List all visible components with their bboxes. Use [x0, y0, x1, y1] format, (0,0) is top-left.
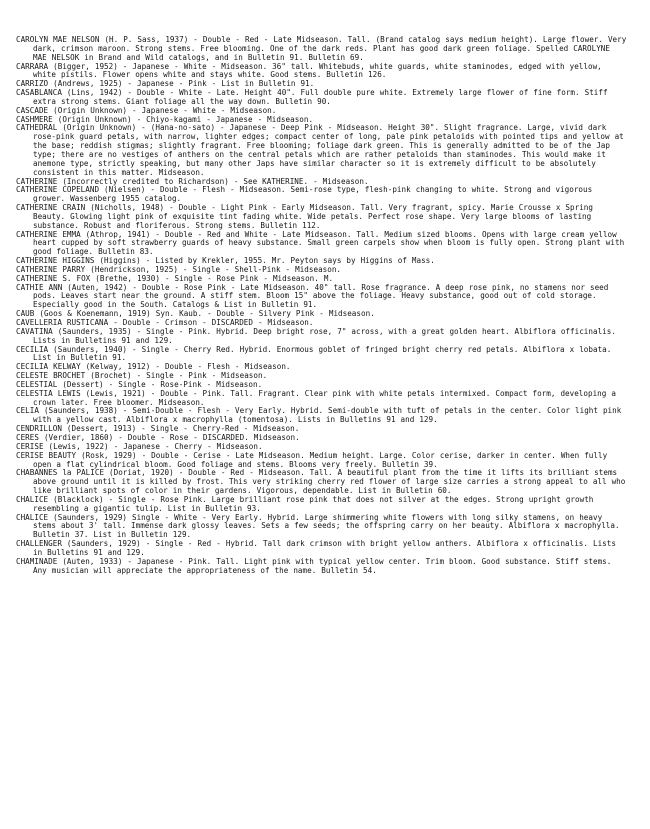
entry-celia: CELIA (Saunders, 1938) - Semi-Double - Flesh - Very Early. Hybrid. Semi-double with tuft of petals in the center. Color light pink with a yellow cast. Albiflora x macrophylla (tomentosa). Lists in Bulletins 91 and 129.	[16, 406, 622, 425]
entry-catherine: CATHERINE (Incorrectly credited to Richardson) - See KATHERINE. - Midseason.	[16, 176, 369, 186]
entry-chabannes-la-palice: CHABANNES la PALICE (Doriat, 1920) - Double - Red - Midseason. Tall. A beautiful plant from the time it lifts its brilliant stems above ground until it is killed by frost. This very striking cherry red flower of large size carries a strong appeal to all who like brilliant spots of color in their gardens. Vigorous, dependable. List in Bulletin 60.	[16, 468, 626, 496]
entry-catherine-copeland: CATHERINE COPELAND (Nielsen) - Double - Flesh - Midseason. Semi-rose type, flesh-pink changing to white. Strong and vigorous grower. Wassenberg 1955 catalog.	[16, 185, 593, 204]
entry-catherine-parry: CATHERINE PARRY (Hendrickson, 1925) - Single - Shell-Pink - Midseason.	[16, 264, 342, 274]
entry-celeste-brochet: CELESTE BROCHET (Brochet) - Single - Pink - Midseason.	[16, 371, 268, 381]
entry-cerise: CERISE (Lewis, 1922) - Japanese - Cherry - Midseason.	[16, 441, 263, 451]
entry-cavelleria-rusticana: CAVELLERIA RUSTICANA - Double - Crimson - DISCARDED - Midseason.	[16, 318, 314, 327]
entry-ceres: CERES (Verdier, 1860) - Double - Rose - DISCARDED. Midseason.	[16, 432, 300, 442]
entry-chalice-saunders: CHALICE (Saunders, 1929) Single - White - Very Early. Hybrid. Large shimmering white flowers with long silky stamens, on heavy stems about 3' tall. Immense dark glossy leaves. Sets a few seeds; the offspring carry on her beauty. Albiflora x macrophylla. Bulletin 37. List in Bulletin 129.	[16, 512, 620, 540]
entry-cathie-ann: CATHIE ANN (Auten, 1942) - Double - Rose Pink - Late Midseason. 40" tall. Rose fragrance. A deep rose pink, no stamens nor seed pods. Leaves start near the ground. A stiff stem. Bloom 15" above the foliage. Heavy substance, good out of cold storage. Especially good in the South. Catalogs & List in Bulletin 91.	[16, 282, 609, 310]
entry-carolyn-mae-nelson: CAROLYN MAE NELSON (H. P. Sass, 1937) - Double - Red - Late Midseason. Tall. (Brand catalog says medium height). Large flower. Very dark, crimson maroon. Strong stems. Free blooming. One of the dark reds. Plant has good dark green foliage. Spelled CAROLYNE MAE NELSOK in Brand and Wild catalogs, and in Bulletin 91. Bulletin 69.	[16, 35, 627, 62]
entry-chalice-blacklock: CHALICE (Blacklock) - Single - Rose Pink. Large brilliant rose pink that does not silver at the edges. Strong upright growth resembling a gigantic tulip. List in Bulletin 93.	[16, 494, 594, 513]
entry-cashmere: CASHMERE (Origin Unknown) - Chiyo-kagami - Japanese - Midseason.	[16, 114, 314, 124]
entry-cerise-beauty: CERISE BEAUTY (Rosk, 1929) - Double - Cerise - Late Midseason. Medium height. Large. Color cerise, darker in center. When fully open a flat cylindrical bloom. Good foliage and stems. Blooms very freely. Bulletin 39.	[16, 450, 608, 469]
entry-carrizo: CARRIZO (Andrews, 1925) - Japanese - Pink - List in Bulletin 91.	[16, 79, 315, 89]
entry-cavatina: CAVATINA (Saunders, 1935) - Single - Pink. Hybrid. Deep bright rose, 7" across, with a great golden heart. Albiflora officinalis. Lists in Bulletins 91 and 129.	[16, 326, 616, 345]
entry-cascade: CASCADE (Origin Unknown) - Japanese - White - Midseason.	[16, 105, 277, 115]
entry-celestia-lewis: CELESTIA LEWIS (Lewis, 1921) - Double - Pink. Tall. Fragrant. Clear pink with white petals intermixed. Compact form, developing a crown later. Free bloomer. Midseason.	[16, 388, 616, 407]
entry-catherine-s-fox: CATHERINE S. FOX (Brethe, 1930) - Single - Rose Pink - Midseason. M.	[16, 273, 334, 283]
entry-carrara: CARRARA (Bigger, 1952) - Japanese - White - Midseason. 36" tall. Whitebuds, white guards, white staminodes, edged with yellow, white pistils. Flower opens white and stays white. Good stems. Bulletin 126.	[16, 61, 602, 80]
entry-casablanca: CASABLANCA (Lins, 1942) - Double - White - Late. Height 40". Full double pure white. Extremely large flower of fine form. Stiff extra strong stems. Giant foliage all the way down. Bulletin 90.	[16, 88, 608, 106]
entry-catherine-crain: CATHERINE CRAIN (Nicholls, 1948) - Double - Light Pink - Early Midseason. Tall. Very fragrant, spicy. Marie Crousse x Spring Beauty. Glowing light pink of exquisite tint fading white. Wide petals. Perfect rose shape. Very large blooms of lasting substance. Robust and floriferous. Strong stems. Bulletin 112.	[16, 203, 593, 230]
entry-catherine-higgins: CATHERINE HIGGINS (Higgins) - Listed by Krekler, 1955. Mr. Peyton says by Higgins of Mass.	[16, 256, 435, 266]
entry-chaminade: CHAMINADE (Auten, 1933) - Japanese - Pink. Tall. Light pink with typical yellow center. Trim bloom. Good substance. Stiff stems. Any musician will appreciate the appropriateness of the name. Bulletin 54.	[16, 556, 612, 575]
entry-caub: CAUB (Goos & Koenemann, 1919) Syn. Kaub. - Double - Silvery Pink - Midseason.	[16, 309, 375, 319]
entry-cecilia: CECILIA (Saunders, 1940) - Single - Cherry Red. Hybrid. Enormous goblet of fringed bright cherry red petals. Albiflora x lobata. List in Bulletin 91.	[16, 344, 612, 363]
entry-challenger: CHALLENGER (Saunders, 1929) - Single - Red - Hybrid. Tall dark crimson with bright yellow anthers. Albiflora x officinalis. Lists in Bulletins 91 and 129.	[16, 539, 616, 557]
entry-celestial: CELESTIAL (Dessert) - Single - Rose-Pink - Midseason.	[16, 379, 263, 389]
entry-cathedral: CATHEDRAL (Origin Unknown) - (Hana-no-sato) - Japanese - Deep Pink - Midseason. Height 30". Slight fragrance. Large, vivid dark rose-pink guard petals, with narrow, lighter edges; compact center of long, pale pink petaloids with pointed tips and yellow at the base; reddish stigmas; slightly fragrant. Free blooming; foliage dark green. This is generally admitted to be of the Jap type; there are no vestiges of anthers on the central petals which are rather petaloids than staminodes. This would make it anemone type, strictly speaking, but many other Japs have similar character so it is extremely difficult to be absolutely consistent in this matter. Midseason.	[16, 123, 624, 177]
entry-cecilia-kelway: CECILIA KELWAY (Kelway, 1912) - Double - Flesh - Midseason.	[16, 362, 291, 372]
entry-catherine-emma: CATHERINE EMMA (Athrop, 1941) - Double - Red and White - Late Midseason. Tall. Medium sized blooms. Opens with large cream yellow heart cupped by soft strawberry guards of heavy substance. Small green carpels show when bloom is fully open. Strong plant with good foliage. Bulletin 83.	[16, 229, 625, 257]
entry-cendrillon: CENDRILLON (Dessert, 1913) - Single - Cherry-Red - Midseason.	[16, 424, 300, 434]
